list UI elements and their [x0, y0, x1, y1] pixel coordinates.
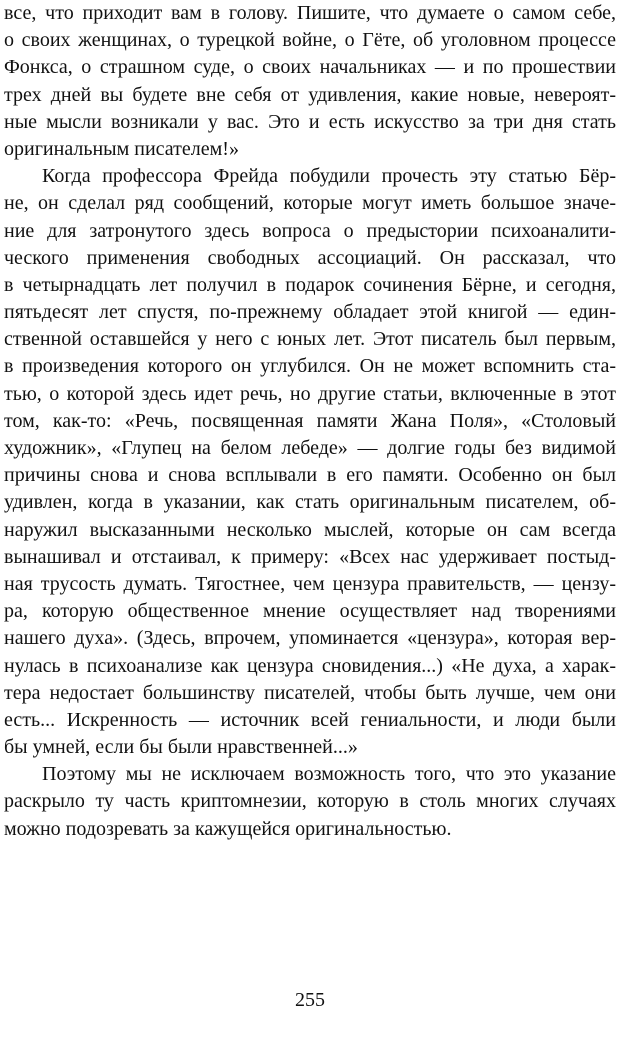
text-line: раскрыло ту часть криптомнезии, которую в столь многих случаях	[4, 790, 616, 813]
text-line: ные мысли возникали у вас. Это и есть искусство за три дня стать	[4, 110, 616, 133]
text-line: нулась в психоанализе как цензура сновидения...) «Не духа, а харак-	[4, 654, 616, 677]
text-line: вынашивал и отстаивал, к примеру: «Всех нас удерживает постыд-	[4, 545, 616, 568]
text-line: о своих женщинах, о турецкой войне, о Гёте, об уголовном процессе	[4, 29, 616, 52]
text-line: Когда профессора Фрейда побудили прочесть эту статью Бёр-	[42, 165, 616, 188]
text-line: ная трусость думать. Тягостнее, чем цензура правительств, — цензу-	[4, 572, 616, 595]
text-line: пятьдесят лет спустя, по-прежнему обладает этой книгой — един-	[4, 301, 616, 324]
text-line: есть... Искренность — источник всей гениальности, и люди были	[4, 708, 616, 731]
text-line: наружил высказанными несколько мыслей, которые он сам всегда	[4, 518, 616, 541]
paragraph-1	[4, 0, 616, 163]
body-text	[4, 0, 616, 843]
text-line: ственной оставшейся у него с юных лет. Этот писатель был первым,	[4, 328, 616, 351]
text-line: нашего духа». (Здесь, впрочем, упоминается «цензура», которая вер-	[4, 627, 616, 650]
text-line: трех дней вы будете вне себя от удивления, какие новые, невероят-	[4, 83, 616, 106]
text-line: оригинальным писателем!»	[4, 137, 239, 160]
text-line: в четырнадцать лет получил в подарок сочинения Бёрне, и сегодня,	[4, 273, 616, 296]
text-line: Фонкса, о страшном суде, о своих начальниках — и по прошествии	[4, 56, 616, 79]
text-line: не, он сделал ряд сообщений, которые могут иметь большое значе-	[4, 192, 616, 215]
text-line: ние для затронутого здесь вопроса о предыстории психоаналити-	[4, 219, 616, 242]
text-line: бы умней, если бы были нравственней...»	[4, 736, 358, 759]
text-line: тью, о которой здесь идет речь, но другие статьи, включенные в этот	[4, 382, 616, 405]
text-line: удивлен, когда в указании, как стать оригинальным писателем, об-	[4, 491, 616, 514]
text-line: том, как-то: «Речь, посвященная памяти Жана Поля», «Столовый	[4, 409, 616, 432]
page-number: 255	[295, 989, 325, 1011]
text-line: тера недостает большинству писателей, чтобы быть лучше, чем они	[4, 681, 616, 704]
text-line: все, что приходит вам в голову. Пишите, что думаете о самом себе,	[4, 2, 616, 24]
text-line: ра, которую общественное мнение осуществляет над творениями	[4, 600, 616, 623]
text-line: художник», «Глупец на белом лебеде» — долгие годы без видимой	[4, 437, 616, 459]
text-line: можно подозревать за кажущейся оригинальностью.	[4, 817, 452, 840]
text-line: Поэтому мы не исключаем возможность того, что это указание	[42, 763, 616, 786]
paragraph-2	[4, 163, 616, 761]
text-line: в произведения которого он углубился. Он не может вспомнить ста-	[4, 355, 616, 378]
text-line: ческого применения свободных ассоциаций. Он рассказал, что	[4, 246, 616, 269]
text-line: причины снова и снова всплывали в его памяти. Особенно он был	[4, 464, 616, 487]
paragraph-3	[4, 761, 616, 843]
